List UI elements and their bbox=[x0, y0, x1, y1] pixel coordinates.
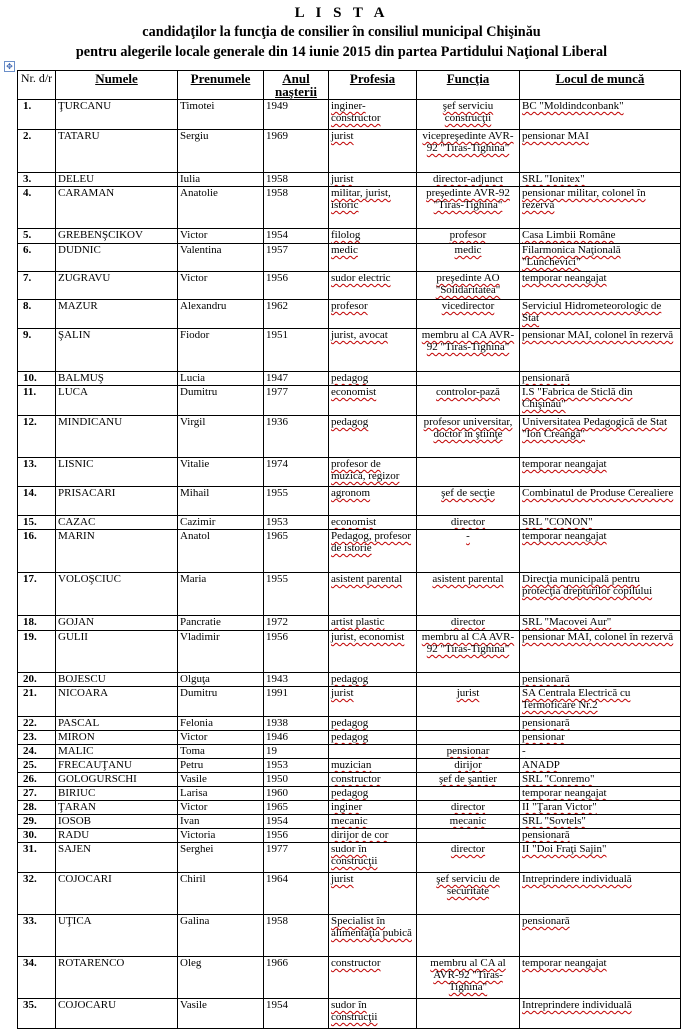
cell-profesia: jurist bbox=[329, 130, 417, 173]
cell-nr: 31. bbox=[18, 843, 56, 873]
cell-nr: 3. bbox=[18, 173, 56, 187]
cell-locul: temporar neangajat bbox=[520, 458, 681, 487]
table-row bbox=[18, 999, 681, 1029]
cell-profesia: pedagog bbox=[329, 673, 417, 687]
cell-locul: pensionar MAI, colonel în rezervă bbox=[520, 329, 681, 372]
cell-prenumele: Mihail bbox=[178, 487, 264, 516]
cell-profesia: asistent parental bbox=[329, 573, 417, 616]
cell-prenumele: Timotei bbox=[178, 100, 264, 130]
cell-locul: SRL "Macovei Aur" bbox=[520, 616, 681, 631]
table-row bbox=[18, 187, 681, 229]
cell-nr: 2. bbox=[18, 130, 56, 173]
table-row bbox=[18, 745, 681, 759]
cell-functia bbox=[417, 787, 520, 801]
cell-prenumele: Chiril bbox=[178, 873, 264, 915]
cell-numele: COJOCARU bbox=[56, 999, 178, 1029]
document-subtitle-line-1: candidaţilor la funcţia de consilier în consiliul municipal Chişinău bbox=[142, 24, 541, 40]
cell-nr: 9. bbox=[18, 329, 56, 372]
cell-functia bbox=[417, 458, 520, 487]
cell-locul: temporar neangajat bbox=[520, 957, 681, 999]
cell-functia bbox=[417, 829, 520, 843]
cell-anul: 1957 bbox=[264, 244, 329, 272]
cell-functia: medic bbox=[417, 244, 520, 272]
cell-nr: 27. bbox=[18, 787, 56, 801]
cell-functia: şef de secţie bbox=[417, 487, 520, 516]
table-row bbox=[18, 731, 681, 745]
cell-prenumele: Ivan bbox=[178, 815, 264, 829]
cell-profesia: constructor bbox=[329, 957, 417, 999]
cell-nr: 19. bbox=[18, 631, 56, 673]
table-row bbox=[18, 416, 681, 458]
cell-profesia: militar, jurist, istoric bbox=[329, 187, 417, 229]
cell-numele: ROTARENCO bbox=[56, 957, 178, 999]
cell-prenumele: Anatolie bbox=[178, 187, 264, 229]
cell-anul: 1936 bbox=[264, 416, 329, 458]
cell-functia bbox=[417, 999, 520, 1029]
cell-anul: 1965 bbox=[264, 530, 329, 573]
table-row bbox=[18, 915, 681, 957]
cell-anul: 1951 bbox=[264, 329, 329, 372]
cell-anul: 1955 bbox=[264, 573, 329, 616]
cell-numele: MAZUR bbox=[56, 300, 178, 329]
cell-anul: 1991 bbox=[264, 687, 329, 717]
header-functia: Funcţia bbox=[417, 71, 520, 100]
cell-numele: TATARU bbox=[56, 130, 178, 173]
cell-functia bbox=[417, 717, 520, 731]
table-row bbox=[18, 787, 681, 801]
cell-nr: 7. bbox=[18, 272, 56, 300]
cell-nr: 28. bbox=[18, 801, 56, 815]
cell-prenumele: Fiodor bbox=[178, 329, 264, 372]
cell-prenumele: Vladimir bbox=[178, 631, 264, 673]
cell-nr: 20. bbox=[18, 673, 56, 687]
cell-prenumele: Victor bbox=[178, 272, 264, 300]
cell-anul: 1943 bbox=[264, 673, 329, 687]
cell-prenumele: Lucia bbox=[178, 372, 264, 386]
cell-prenumele: Felonia bbox=[178, 717, 264, 731]
cell-nr: 25. bbox=[18, 759, 56, 773]
cell-anul: 1977 bbox=[264, 843, 329, 873]
cell-prenumele: Iulia bbox=[178, 173, 264, 187]
cell-locul: Intreprindere individuală bbox=[520, 999, 681, 1029]
cell-numele: GULII bbox=[56, 631, 178, 673]
cell-functia: membru al CA AVR-92 "Tiras-Tighina" bbox=[417, 631, 520, 673]
cell-anul: 1964 bbox=[264, 873, 329, 915]
cell-functia: membru al CA AVR-92 "Tiras-Tighina" bbox=[417, 329, 520, 372]
cell-locul: SRL "Ionitex" bbox=[520, 173, 681, 187]
cell-functia: preşedinte AVR-92 "Tiras-Tighina" bbox=[417, 187, 520, 229]
cell-prenumele: Cazimir bbox=[178, 516, 264, 530]
cell-locul: pensionar MAI bbox=[520, 130, 681, 173]
cell-numele: CARAMAN bbox=[56, 187, 178, 229]
cell-functia bbox=[417, 915, 520, 957]
cell-anul: 1977 bbox=[264, 386, 329, 416]
candidates-table bbox=[17, 70, 681, 1029]
cell-profesia: inginer bbox=[329, 801, 417, 815]
cell-profesia: jurist bbox=[329, 173, 417, 187]
cell-numele: MALIC bbox=[56, 745, 178, 759]
cell-numele: NICOARA bbox=[56, 687, 178, 717]
table-row bbox=[18, 100, 681, 130]
table-row bbox=[18, 329, 681, 372]
cell-profesia: jurist, economist bbox=[329, 631, 417, 673]
cell-locul: Universitatea Pedagogică de Stat "Ion Creangă" bbox=[520, 416, 681, 458]
cell-profesia: sudor în construcţii bbox=[329, 999, 417, 1029]
table-row bbox=[18, 815, 681, 829]
cell-prenumele: Anatol bbox=[178, 530, 264, 573]
cell-prenumele: Vasile bbox=[178, 773, 264, 787]
table-row bbox=[18, 687, 681, 717]
table-row bbox=[18, 759, 681, 773]
cell-prenumele: Larisa bbox=[178, 787, 264, 801]
table-row bbox=[18, 458, 681, 487]
table-row bbox=[18, 843, 681, 873]
cell-locul: ANADP bbox=[520, 759, 681, 773]
cell-anul: 1947 bbox=[264, 372, 329, 386]
cell-nr: 17. bbox=[18, 573, 56, 616]
cell-prenumele: Victor bbox=[178, 801, 264, 815]
cell-locul: BC "Moldindconbank" bbox=[520, 100, 681, 130]
cell-locul: SRL "Sovtels" bbox=[520, 815, 681, 829]
cell-locul: Combinatul de Produse Cerealiere bbox=[520, 487, 681, 516]
cell-nr: 35. bbox=[18, 999, 56, 1029]
cell-nr: 22. bbox=[18, 717, 56, 731]
table-move-handle-icon[interactable]: ✥ bbox=[4, 61, 15, 72]
cell-locul: temporar neangajat bbox=[520, 530, 681, 573]
cell-nr: 4. bbox=[18, 187, 56, 229]
cell-functia: şef serviciu de securitate bbox=[417, 873, 520, 915]
cell-nr: 14. bbox=[18, 487, 56, 516]
cell-prenumele: Valentina bbox=[178, 244, 264, 272]
cell-numele: COJOCARI bbox=[56, 873, 178, 915]
cell-profesia bbox=[329, 745, 417, 759]
cell-locul: temporar neangajat bbox=[520, 272, 681, 300]
cell-prenumele: Virgil bbox=[178, 416, 264, 458]
table-row bbox=[18, 773, 681, 787]
cell-anul: 1958 bbox=[264, 173, 329, 187]
header-nr: Nr. d/r bbox=[18, 71, 56, 100]
cell-profesia: constructor bbox=[329, 773, 417, 787]
cell-prenumele: Toma bbox=[178, 745, 264, 759]
cell-profesia: Pedagog, profesor de istorie bbox=[329, 530, 417, 573]
cell-anul: 1960 bbox=[264, 787, 329, 801]
cell-anul: 1969 bbox=[264, 130, 329, 173]
cell-anul: 1954 bbox=[264, 815, 329, 829]
header-prenumele: Prenumele bbox=[178, 71, 264, 100]
cell-locul: Casa Limbii Române bbox=[520, 229, 681, 244]
cell-functia: director bbox=[417, 616, 520, 631]
cell-locul: pensionar militar, colonel în rezervă bbox=[520, 187, 681, 229]
cell-anul: 1954 bbox=[264, 999, 329, 1029]
cell-locul: pensionar MAI, colonel în rezervă bbox=[520, 631, 681, 673]
cell-anul: 1953 bbox=[264, 759, 329, 773]
cell-numele: SAJEN bbox=[56, 843, 178, 873]
cell-profesia: Specialist în alimentaţia pubică bbox=[329, 915, 417, 957]
cell-numele: GOLOGURSCHI bbox=[56, 773, 178, 787]
cell-functia: vicepreşedinte AVR-92 "Tiras-Tighina" bbox=[417, 130, 520, 173]
cell-functia: profesor bbox=[417, 229, 520, 244]
cell-numele: RADU bbox=[56, 829, 178, 843]
cell-functia bbox=[417, 731, 520, 745]
cell-nr: 11. bbox=[18, 386, 56, 416]
cell-locul: II "Doi Fraţi Sajin" bbox=[520, 843, 681, 873]
cell-prenumele: Dumitru bbox=[178, 687, 264, 717]
cell-functia: director bbox=[417, 801, 520, 815]
cell-anul: 1946 bbox=[264, 731, 329, 745]
table-row bbox=[18, 873, 681, 915]
cell-numele: BIRIUC bbox=[56, 787, 178, 801]
cell-numele: GREBENŞCIKOV bbox=[56, 229, 178, 244]
cell-prenumele: Pancratie bbox=[178, 616, 264, 631]
cell-profesia: sudor electric bbox=[329, 272, 417, 300]
cell-functia: mecanic bbox=[417, 815, 520, 829]
cell-functia: - bbox=[417, 530, 520, 573]
cell-prenumele: Victor bbox=[178, 229, 264, 244]
cell-prenumele: Olguţa bbox=[178, 673, 264, 687]
cell-functia: profesor universitar, doctor în ştiinţe bbox=[417, 416, 520, 458]
cell-nr: 23. bbox=[18, 731, 56, 745]
cell-functia: asistent parental bbox=[417, 573, 520, 616]
cell-locul: pensionară bbox=[520, 372, 681, 386]
cell-profesia: pedagog bbox=[329, 416, 417, 458]
cell-profesia: pedagog bbox=[329, 372, 417, 386]
cell-prenumele: Galina bbox=[178, 915, 264, 957]
cell-profesia: profesor bbox=[329, 300, 417, 329]
cell-prenumele: Alexandru bbox=[178, 300, 264, 329]
cell-anul: 1956 bbox=[264, 272, 329, 300]
cell-numele: LISNIC bbox=[56, 458, 178, 487]
cell-functia bbox=[417, 673, 520, 687]
table-row bbox=[18, 573, 681, 616]
table-row bbox=[18, 957, 681, 999]
cell-nr: 16. bbox=[18, 530, 56, 573]
cell-profesia: pedagog bbox=[329, 717, 417, 731]
cell-locul: SRL "Conremo" bbox=[520, 773, 681, 787]
header-numele: Numele bbox=[56, 71, 178, 100]
cell-nr: 26. bbox=[18, 773, 56, 787]
cell-nr: 32. bbox=[18, 873, 56, 915]
cell-anul: 1956 bbox=[264, 829, 329, 843]
cell-functia: director bbox=[417, 843, 520, 873]
cell-profesia: economist bbox=[329, 386, 417, 416]
cell-locul: Direcţia municipală pentru protecţia drepturilor copilului bbox=[520, 573, 681, 616]
cell-nr: 18. bbox=[18, 616, 56, 631]
cell-numele: DUDNIC bbox=[56, 244, 178, 272]
table-row bbox=[18, 801, 681, 815]
table-row bbox=[18, 272, 681, 300]
cell-profesia: dirijor de cor bbox=[329, 829, 417, 843]
cell-prenumele: Vitalie bbox=[178, 458, 264, 487]
cell-locul: temporar neangajat bbox=[520, 787, 681, 801]
cell-functia: jurist bbox=[417, 687, 520, 717]
cell-numele: MIRON bbox=[56, 731, 178, 745]
cell-functia: şef de şantier bbox=[417, 773, 520, 787]
cell-numele: FRECAUŢANU bbox=[56, 759, 178, 773]
cell-functia: membru al CA al AVR-92 "Tiras-Tighina" bbox=[417, 957, 520, 999]
cell-nr: 29. bbox=[18, 815, 56, 829]
table-row bbox=[18, 616, 681, 631]
table-row bbox=[18, 300, 681, 329]
cell-numele: MINDICANU bbox=[56, 416, 178, 458]
cell-anul: 1972 bbox=[264, 616, 329, 631]
cell-nr: 1. bbox=[18, 100, 56, 130]
table-header-row bbox=[18, 71, 681, 100]
cell-numele: DELEU bbox=[56, 173, 178, 187]
cell-nr: 12. bbox=[18, 416, 56, 458]
cell-numele: BOJESCU bbox=[56, 673, 178, 687]
cell-anul: 1954 bbox=[264, 229, 329, 244]
cell-locul: - bbox=[520, 745, 681, 759]
cell-prenumele: Sergiu bbox=[178, 130, 264, 173]
cell-numele: VOLOŞCIUC bbox=[56, 573, 178, 616]
cell-profesia: pedagog bbox=[329, 787, 417, 801]
cell-profesia: pedagog bbox=[329, 731, 417, 745]
cell-numele: ŢARAN bbox=[56, 801, 178, 815]
table-row bbox=[18, 130, 681, 173]
cell-profesia: inginer-constructor bbox=[329, 100, 417, 130]
cell-locul: pensionară bbox=[520, 717, 681, 731]
cell-functia: pensionar bbox=[417, 745, 520, 759]
table-row bbox=[18, 229, 681, 244]
cell-prenumele: Petru bbox=[178, 759, 264, 773]
cell-anul: 1966 bbox=[264, 957, 329, 999]
cell-numele: PRISACARI bbox=[56, 487, 178, 516]
table-row bbox=[18, 717, 681, 731]
document-subtitle-line-2: pentru alegerile locale generale din 14 iunie 2015 din partea Partidului Naţional Liberal bbox=[75, 44, 608, 60]
cell-functia: preşedinte AO "Solidaritatea" bbox=[417, 272, 520, 300]
cell-functia: şef serviciu construcţii bbox=[417, 100, 520, 130]
table-row bbox=[18, 631, 681, 673]
cell-functia: dirijor bbox=[417, 759, 520, 773]
cell-functia: director-adjunct bbox=[417, 173, 520, 187]
cell-anul: 19 bbox=[264, 745, 329, 759]
table-row bbox=[18, 516, 681, 530]
cell-anul: 1953 bbox=[264, 516, 329, 530]
table-row bbox=[18, 487, 681, 516]
cell-anul: 1950 bbox=[264, 773, 329, 787]
cell-numele: CAZAC bbox=[56, 516, 178, 530]
cell-functia: director bbox=[417, 516, 520, 530]
cell-nr: 21. bbox=[18, 687, 56, 717]
cell-prenumele: Victor bbox=[178, 731, 264, 745]
cell-profesia: muzician bbox=[329, 759, 417, 773]
cell-numele: MARIN bbox=[56, 530, 178, 573]
cell-numele: ŞALIN bbox=[56, 329, 178, 372]
cell-profesia: economist bbox=[329, 516, 417, 530]
cell-profesia: sudor în construcţii bbox=[329, 843, 417, 873]
cell-anul: 1938 bbox=[264, 717, 329, 731]
cell-numele: LUCA bbox=[56, 386, 178, 416]
cell-profesia: profesor de muzică, regizor bbox=[329, 458, 417, 487]
cell-locul: SRL "CONON" bbox=[520, 516, 681, 530]
cell-prenumele: Vasile bbox=[178, 999, 264, 1029]
cell-locul: pensionară bbox=[520, 829, 681, 843]
cell-numele: UŢICA bbox=[56, 915, 178, 957]
cell-nr: 34. bbox=[18, 957, 56, 999]
cell-locul: SA Centrala Electrică cu Termoficare Nr.2 bbox=[520, 687, 681, 717]
cell-locul: pensionară bbox=[520, 673, 681, 687]
cell-anul: 1958 bbox=[264, 187, 329, 229]
table-row bbox=[18, 530, 681, 573]
header-anul: Anul naşterii bbox=[264, 71, 329, 100]
table-row bbox=[18, 173, 681, 187]
header-locul: Locul de muncă bbox=[520, 71, 681, 100]
cell-locul: I.S "Fabrica de Sticlă din Chişinău" bbox=[520, 386, 681, 416]
cell-nr: 6. bbox=[18, 244, 56, 272]
cell-numele: IOSOB bbox=[56, 815, 178, 829]
cell-numele: BALMUŞ bbox=[56, 372, 178, 386]
cell-numele: ZUGRAVU bbox=[56, 272, 178, 300]
cell-locul: Serviciul Hidrometeorologic de Stat bbox=[520, 300, 681, 329]
cell-prenumele: Serghei bbox=[178, 843, 264, 873]
cell-profesia: jurist bbox=[329, 687, 417, 717]
cell-nr: 8. bbox=[18, 300, 56, 329]
cell-locul: pensionară bbox=[520, 915, 681, 957]
cell-anul: 1958 bbox=[264, 915, 329, 957]
cell-locul: Intreprindere individuală bbox=[520, 873, 681, 915]
table-row bbox=[18, 829, 681, 843]
cell-numele: ŢURCANU bbox=[56, 100, 178, 130]
cell-prenumele: Oleg bbox=[178, 957, 264, 999]
cell-nr: 33. bbox=[18, 915, 56, 957]
cell-nr: 15. bbox=[18, 516, 56, 530]
cell-nr: 5. bbox=[18, 229, 56, 244]
table-row bbox=[18, 372, 681, 386]
cell-functia bbox=[417, 372, 520, 386]
cell-locul: Filarmonica Naţională "Lunchevici" bbox=[520, 244, 681, 272]
cell-profesia: medic bbox=[329, 244, 417, 272]
table-row bbox=[18, 244, 681, 272]
cell-nr: 24. bbox=[18, 745, 56, 759]
cell-profesia: jurist bbox=[329, 873, 417, 915]
cell-functia: controlor-pază bbox=[417, 386, 520, 416]
cell-locul: pensionar bbox=[520, 731, 681, 745]
document-title: L I S T A bbox=[294, 5, 389, 21]
cell-anul: 1962 bbox=[264, 300, 329, 329]
cell-nr: 30. bbox=[18, 829, 56, 843]
cell-prenumele: Maria bbox=[178, 573, 264, 616]
cell-prenumele: Victoria bbox=[178, 829, 264, 843]
cell-profesia: artist plastic bbox=[329, 616, 417, 631]
cell-functia: vicedirector bbox=[417, 300, 520, 329]
cell-numele: PASCAL bbox=[56, 717, 178, 731]
table-row bbox=[18, 386, 681, 416]
cell-numele: GOJAN bbox=[56, 616, 178, 631]
header-profesia: Profesia bbox=[329, 71, 417, 100]
cell-locul: II "Ţaran Victor" bbox=[520, 801, 681, 815]
cell-prenumele: Dumitru bbox=[178, 386, 264, 416]
cell-anul: 1949 bbox=[264, 100, 329, 130]
cell-anul: 1974 bbox=[264, 458, 329, 487]
cell-anul: 1956 bbox=[264, 631, 329, 673]
cell-profesia: jurist, avocat bbox=[329, 329, 417, 372]
cell-nr: 13. bbox=[18, 458, 56, 487]
cell-profesia: mecanic bbox=[329, 815, 417, 829]
cell-anul: 1965 bbox=[264, 801, 329, 815]
cell-anul: 1955 bbox=[264, 487, 329, 516]
cell-profesia: agronom bbox=[329, 487, 417, 516]
cell-profesia: filolog bbox=[329, 229, 417, 244]
table-row bbox=[18, 673, 681, 687]
cell-nr: 10. bbox=[18, 372, 56, 386]
